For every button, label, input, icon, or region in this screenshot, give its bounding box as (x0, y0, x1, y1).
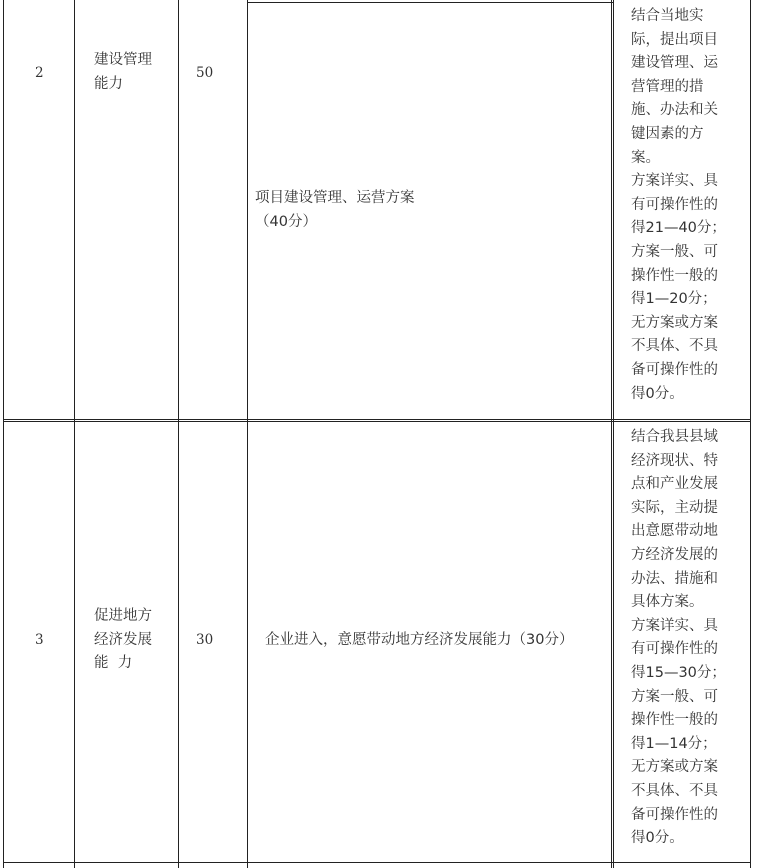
evaluation-item: 建设管理 能力 (94, 52, 152, 92)
evaluation-content: 项目建设管理、运营方案 （40分） (255, 190, 415, 230)
max-score: 50 (196, 65, 214, 81)
row-number: 2 (35, 65, 44, 81)
table-row (0, 421, 757, 862)
evaluation-content: 企业进入，意愿带动地方经济发展能力（30分） (265, 632, 574, 648)
row-number: 3 (35, 632, 44, 648)
max-score: 30 (196, 632, 214, 648)
row-divider (3, 862, 751, 863)
scoring-criteria: 结合当地实 际，提出项目 建设管理、运 营管理的措 施、办法和关 键因素的方 案。 方案详实、具 有可操作性的 得21—40分； 方案一般、可 操作性一般的 得1—20分； 无方案或方案 不具体、不具 备可操作性的 得0分。 (631, 8, 726, 402)
scoring-criteria: 结合我县县域 经济现状、特 点和产业发展 实际，主动提 出意愿带动地 方经济发展的 办法、措施和 具体方案。 方案详实、具 有可操作性的 得15—30分； 方案一般、可 操作性一般的 得1—14分； 无方案或方案 不具体、不具 备可操作性的 得0分。 (631, 429, 726, 847)
evaluation-item: 促进地方 经济发展 能 力 (94, 608, 152, 672)
table-row (0, 0, 757, 420)
